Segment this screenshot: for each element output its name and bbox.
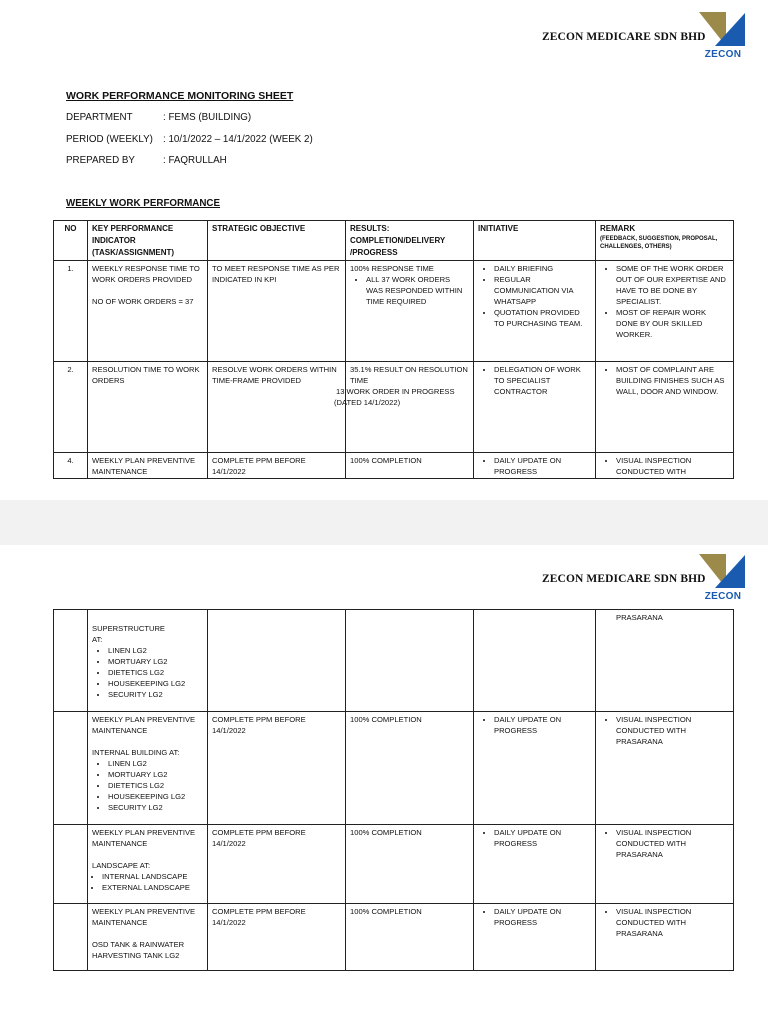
list-item: • VISUAL INSPECTION CONDUCTED WITH PRASARANA <box>616 714 729 747</box>
row-results: 100% COMPLETION <box>346 453 474 479</box>
header-kpi: KEY PERFORMANCE INDICATOR (TASK/ASSIGNMENT) <box>88 221 208 261</box>
list-item: • DIETETICS LG2 <box>108 667 203 678</box>
kpi-text: WEEKLY PLAN PREVENTIVE MAINTENANCE <box>92 715 196 735</box>
results-line: (DATED 14/1/2022) <box>334 398 401 407</box>
row-objective: COMPLETE PPM BEFORE 14/1/2022 <box>208 453 346 479</box>
list-item: • MORTUARY LG2 <box>108 769 203 780</box>
list-item: • DAILY UPDATE ON PROGRESS <box>494 827 591 849</box>
row-remark <box>596 610 734 712</box>
row-objective: COMPLETE PPM BEFORE 14/1/2022 <box>208 825 346 904</box>
department-value: : FEMS (BUILDING) <box>163 112 252 123</box>
list-item: • DAILY UPDATE ON PROGRESS <box>494 906 591 928</box>
row-objective: RESOLVE WORK ORDERS WITHIN TIME-FRAME PROVIDED <box>208 362 346 453</box>
row-initiative <box>474 610 596 712</box>
row-objective <box>208 610 346 712</box>
row-initiative <box>474 825 596 904</box>
results-line: 13 WORK ORDER IN PROGRESS <box>336 387 455 396</box>
row-no: 4. <box>54 453 88 479</box>
row-no <box>54 904 88 971</box>
list-item: • HOUSEKEEPING LG2 <box>108 678 203 689</box>
document-page-1 <box>0 0 768 500</box>
header-objective: STRATEGIC OBJECTIVE <box>208 221 346 261</box>
prepared-by-value: : FAQRULLAH <box>163 155 227 166</box>
row-no: 1. <box>54 261 88 362</box>
kpi-text: SUPERSTRUCTURE <box>92 624 165 633</box>
row-results <box>334 362 474 453</box>
header-remark-label: REMARK <box>600 224 636 233</box>
list-item: • LINEN LG2 <box>108 758 203 769</box>
row-results <box>346 610 474 712</box>
table-row <box>54 825 734 904</box>
list-item: • HOUSEKEEPING LG2 <box>108 791 203 802</box>
results-bullet: • ALL 37 WORK ORDERS WAS RESPONDED WITHIN TIME REQUIRED <box>366 274 469 307</box>
results-text: 100% RESPONSE TIME <box>350 264 434 273</box>
list-item: • EXTERNAL LANDSCAPE <box>102 882 203 893</box>
list-item: • DAILY BRIEFING <box>494 263 591 274</box>
period-value: : 10/1/2022 – 14/1/2022 (WEEK 2) <box>163 134 313 145</box>
header-remark-sub: (FEEDBACK, SUGGESTION, PROPOSAL, CHALLENGES, OTHERS) <box>600 236 718 250</box>
list-item: • VISUAL INSPECTION CONDUCTED WITH PRASARANA <box>616 906 729 939</box>
remark-continued: PRASARANA <box>616 613 663 622</box>
row-no <box>54 712 88 825</box>
kpi-sub: LANDSCAPE AT: <box>92 861 151 870</box>
row-no <box>54 610 88 712</box>
document-page-2 <box>0 545 768 1024</box>
kpi-text: WEEKLY RESPONSE TIME TO WORK ORDERS PROVIDED <box>92 264 200 284</box>
kpi-text: WEEKLY PLAN PREVENTIVE MAINTENANCE <box>92 907 196 927</box>
table-row <box>54 610 734 712</box>
row-remark <box>596 712 734 825</box>
list-item: • MORTUARY LG2 <box>108 656 203 667</box>
list-item: • DAILY UPDATE ON PROGRESS <box>494 455 591 477</box>
row-kpi <box>88 712 208 825</box>
kpi-sub: INTERNAL BUILDING AT: <box>92 748 180 757</box>
row-initiative <box>474 453 596 479</box>
row-results <box>346 261 474 362</box>
list-item: • DAILY UPDATE ON PROGRESS <box>494 714 591 736</box>
row-kpi: WEEKLY PLAN PREVENTIVE MAINTENANCE <box>88 453 208 479</box>
row-no <box>54 825 88 904</box>
row-initiative <box>474 904 596 971</box>
list-item: • MOST OF REPAIR WORK DONE BY OUR SKILLED WORKER. <box>616 307 729 340</box>
list-item: • SECURITY LG2 <box>108 802 203 813</box>
header-initiative: INITIATIVE <box>474 221 596 261</box>
logo-wordmark: ZECON <box>704 591 742 602</box>
row-initiative <box>474 362 596 453</box>
row-kpi: RESOLUTION TIME TO WORK ORDERS <box>88 362 208 453</box>
header-remark <box>596 221 734 261</box>
company-name: ZECON MEDICARE SDN BHD <box>542 573 706 585</box>
row-kpi <box>88 610 208 712</box>
performance-table-continued <box>53 609 734 971</box>
kpi-at: AT: <box>92 635 103 644</box>
row-kpi <box>88 904 208 971</box>
list-item: • MOST OF COMPLAINT ARE BUILDING FINISHES SUCH AS WALL, DOOR AND WINDOW. <box>616 364 729 397</box>
list-item: • VISUAL INSPECTION CONDUCTED WITH <box>616 455 729 477</box>
page-gap <box>0 500 768 545</box>
list-item: • SECURITY LG2 <box>108 689 203 700</box>
table-row <box>54 261 734 362</box>
row-remark <box>596 261 734 362</box>
list-item: • DELEGATION OF WORK TO SPECIALIST CONTRACTOR <box>494 364 591 397</box>
company-name: ZECON MEDICARE SDN BHD <box>542 31 706 43</box>
table-row <box>54 362 734 453</box>
table-row <box>54 904 734 971</box>
list-item: • INTERNAL LANDSCAPE <box>102 871 203 882</box>
list-item: • QUOTATION PROVIDED TO PURCHASING TEAM. <box>494 307 591 329</box>
kpi-note: NO OF WORK ORDERS = 37 <box>92 297 194 306</box>
list-item: • SOME OF THE WORK ORDER OUT OF OUR EXPERTISE AND HAVE TO BE DONE BY SPECIALIST. <box>616 263 729 307</box>
zecon-logo <box>699 12 747 62</box>
row-initiative <box>474 712 596 825</box>
table-row <box>54 453 734 479</box>
row-results: 100% COMPLETION <box>346 904 474 971</box>
header-results: RESULTS: COMPLETION/DELIVERY /PROGRESS <box>346 221 474 261</box>
section-title: WEEKLY WORK PERFORMANCE <box>66 198 221 209</box>
kpi-text: WEEKLY PLAN PREVENTIVE MAINTENANCE <box>92 828 196 848</box>
prepared-by-label: PREPARED BY <box>66 155 135 166</box>
row-results: 100% COMPLETION <box>346 825 474 904</box>
table-row <box>54 712 734 825</box>
list-item: • REGULAR COMMUNICATION VIA WHATSAPP <box>494 274 591 307</box>
performance-table <box>53 220 734 479</box>
row-kpi <box>88 261 208 362</box>
list-item: • VISUAL INSPECTION CONDUCTED WITH PRASARANA <box>616 827 729 860</box>
row-objective: TO MEET RESPONSE TIME AS PER INDICATED IN KPI <box>208 261 346 362</box>
document-title: WORK PERFORMANCE MONITORING SHEET <box>66 90 294 102</box>
row-remark <box>596 362 734 453</box>
department-label: DEPARTMENT <box>66 112 133 123</box>
row-objective: COMPLETE PPM BEFORE 14/1/2022 <box>208 904 346 971</box>
row-objective: COMPLETE PPM BEFORE 14/1/2022 <box>208 712 346 825</box>
row-remark <box>596 904 734 971</box>
list-item: • DIETETICS LG2 <box>108 780 203 791</box>
row-no: 2. <box>54 362 88 453</box>
period-label: PERIOD (WEEKLY) <box>66 134 153 145</box>
table-header-row <box>54 221 734 261</box>
logo-wordmark: ZECON <box>704 49 742 60</box>
header-no: NO <box>54 221 88 261</box>
zecon-logo-icon <box>699 12 747 48</box>
list-item: • LINEN LG2 <box>108 645 203 656</box>
zecon-logo <box>699 554 747 604</box>
results-text: 35.1% RESULT ON RESOLUTION TIME <box>350 365 468 385</box>
row-remark <box>596 825 734 904</box>
row-remark <box>596 453 734 479</box>
row-kpi <box>88 825 208 904</box>
row-results: 100% COMPLETION <box>346 712 474 825</box>
kpi-sub: OSD TANK & RAINWATER HARVESTING TANK LG2 <box>92 940 185 960</box>
zecon-logo-icon <box>699 554 747 590</box>
row-initiative <box>474 261 596 362</box>
